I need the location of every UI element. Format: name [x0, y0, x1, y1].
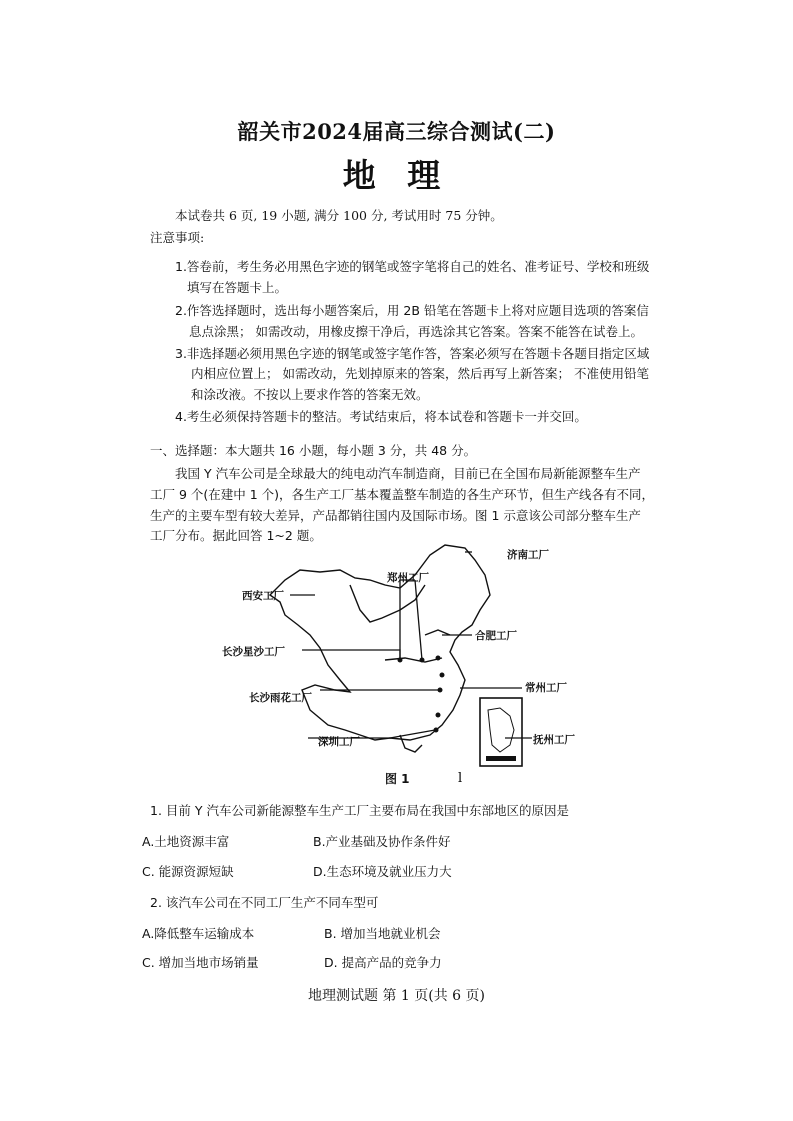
question-2-option-d: D. 提高产品的竞争力: [324, 955, 442, 970]
note-2-line-2: 息点涂黑； 如需改动，用橡皮擦干净后，再选涂其它答案。答案不能答在试卷上。: [189, 324, 643, 339]
question-2-stem: 2. 该汽车公司在不同工厂生产不同车型可: [150, 895, 379, 910]
label-changsha-xingsha-factory: 长沙星沙工厂: [222, 646, 285, 658]
question-2-option-a: A.降低整车运输成本: [142, 926, 255, 941]
note-1-line-2: 填写在答题卡上。: [187, 280, 288, 295]
question-1-option-d: D.生态环境及就业压力大: [313, 864, 452, 879]
question-1-option-a: A.土地资源丰富: [142, 834, 230, 849]
exam-title: 韶关市2024届高三综合测试(二): [237, 119, 556, 144]
note-4-line-1: 4.考生必须保持答题卡的整洁。考试结束后，将本试卷和答题卡一并交回。: [175, 409, 587, 424]
passage-line-3: 生产的主要车型有较大差异，产品都销往国内及国际市场。图 1 示意该公司部分整车生产: [150, 508, 641, 523]
label-hefei-factory: 合肥工厂: [475, 630, 517, 642]
section-heading: 一、选择题：本大题共 16 小题，每小题 3 分，共 48 分。: [150, 443, 477, 458]
exam-intro: 本试卷共 6 页, 19 小题, 满分 100 分, 考试用时 75 分钟。: [175, 208, 503, 223]
label-changsha-yuhua-factory: 长沙雨花工厂: [249, 692, 312, 704]
label-changzhou-factory: 常州工厂: [525, 682, 567, 694]
note-3-line-3: 和涂改液。不按以上要求作答的答案无效。: [191, 387, 429, 402]
figure-caption: 图 1: [385, 772, 410, 786]
question-1-option-c: C. 能源资源短缺: [142, 864, 234, 879]
page-footer: 地理测试题 第 1 页(共 6 页): [308, 988, 485, 1004]
subject-title: 地 理: [342, 156, 451, 195]
question-2-option-c: C. 增加当地市场销量: [142, 955, 259, 970]
question-1-option-b: B.产业基础及协作条件好: [313, 834, 451, 849]
notes-heading: 注意事项:: [150, 230, 205, 245]
question-1-stem: 1. 目前 Y 汽车公司新能源整车生产工厂主要布局在我国中东部地区的原因是: [150, 803, 569, 818]
label-fuzhou-factory: 抚州工厂: [533, 734, 575, 746]
note-3-line-2: 内相应位置上； 如需改动，先划掉原来的答案，然后再写上新答案； 不准使用铅笔: [191, 366, 649, 381]
label-shenzhen-factory: 深圳工厂: [318, 736, 360, 748]
passage-line-1: 我国 Y 汽车公司是全球最大的纯电动汽车制造商，目前已在全国布局新能源整车生产: [175, 466, 641, 481]
svg-text:l: l: [458, 771, 463, 786]
china-outline: [270, 545, 490, 740]
passage-line-2: 工厂 9 个(在建中 1 个)，各生产工厂基本覆盖整车制造的各生产环节，但生产线各有不同，: [150, 487, 655, 502]
note-1-line-1: 1.答卷前，考生务必用黑色字迹的钢笔或签字笔将自己的姓名、准考证号、学校和班级: [175, 259, 650, 274]
question-2-option-b: B. 增加当地就业机会: [324, 926, 441, 941]
note-2-line-1: 2.作答选择题时，选出每小题答案后，用 2B 铅笔在答题卡上将对应题目选项的答案信: [175, 303, 649, 318]
note-3-line-1: 3.非选择题必须用黑色字迹的钢笔或签字笔作答，答案必须写在答题卡各题目指定区域: [175, 346, 650, 361]
label-jinan-factory: 济南工厂: [507, 549, 549, 561]
label-zhengzhou-factory: 郑州工厂: [387, 572, 429, 584]
passage-line-4: 工厂分布。据此回答 1~2 题。: [150, 528, 322, 543]
label-xian-factory: 西安工厂: [242, 590, 284, 602]
